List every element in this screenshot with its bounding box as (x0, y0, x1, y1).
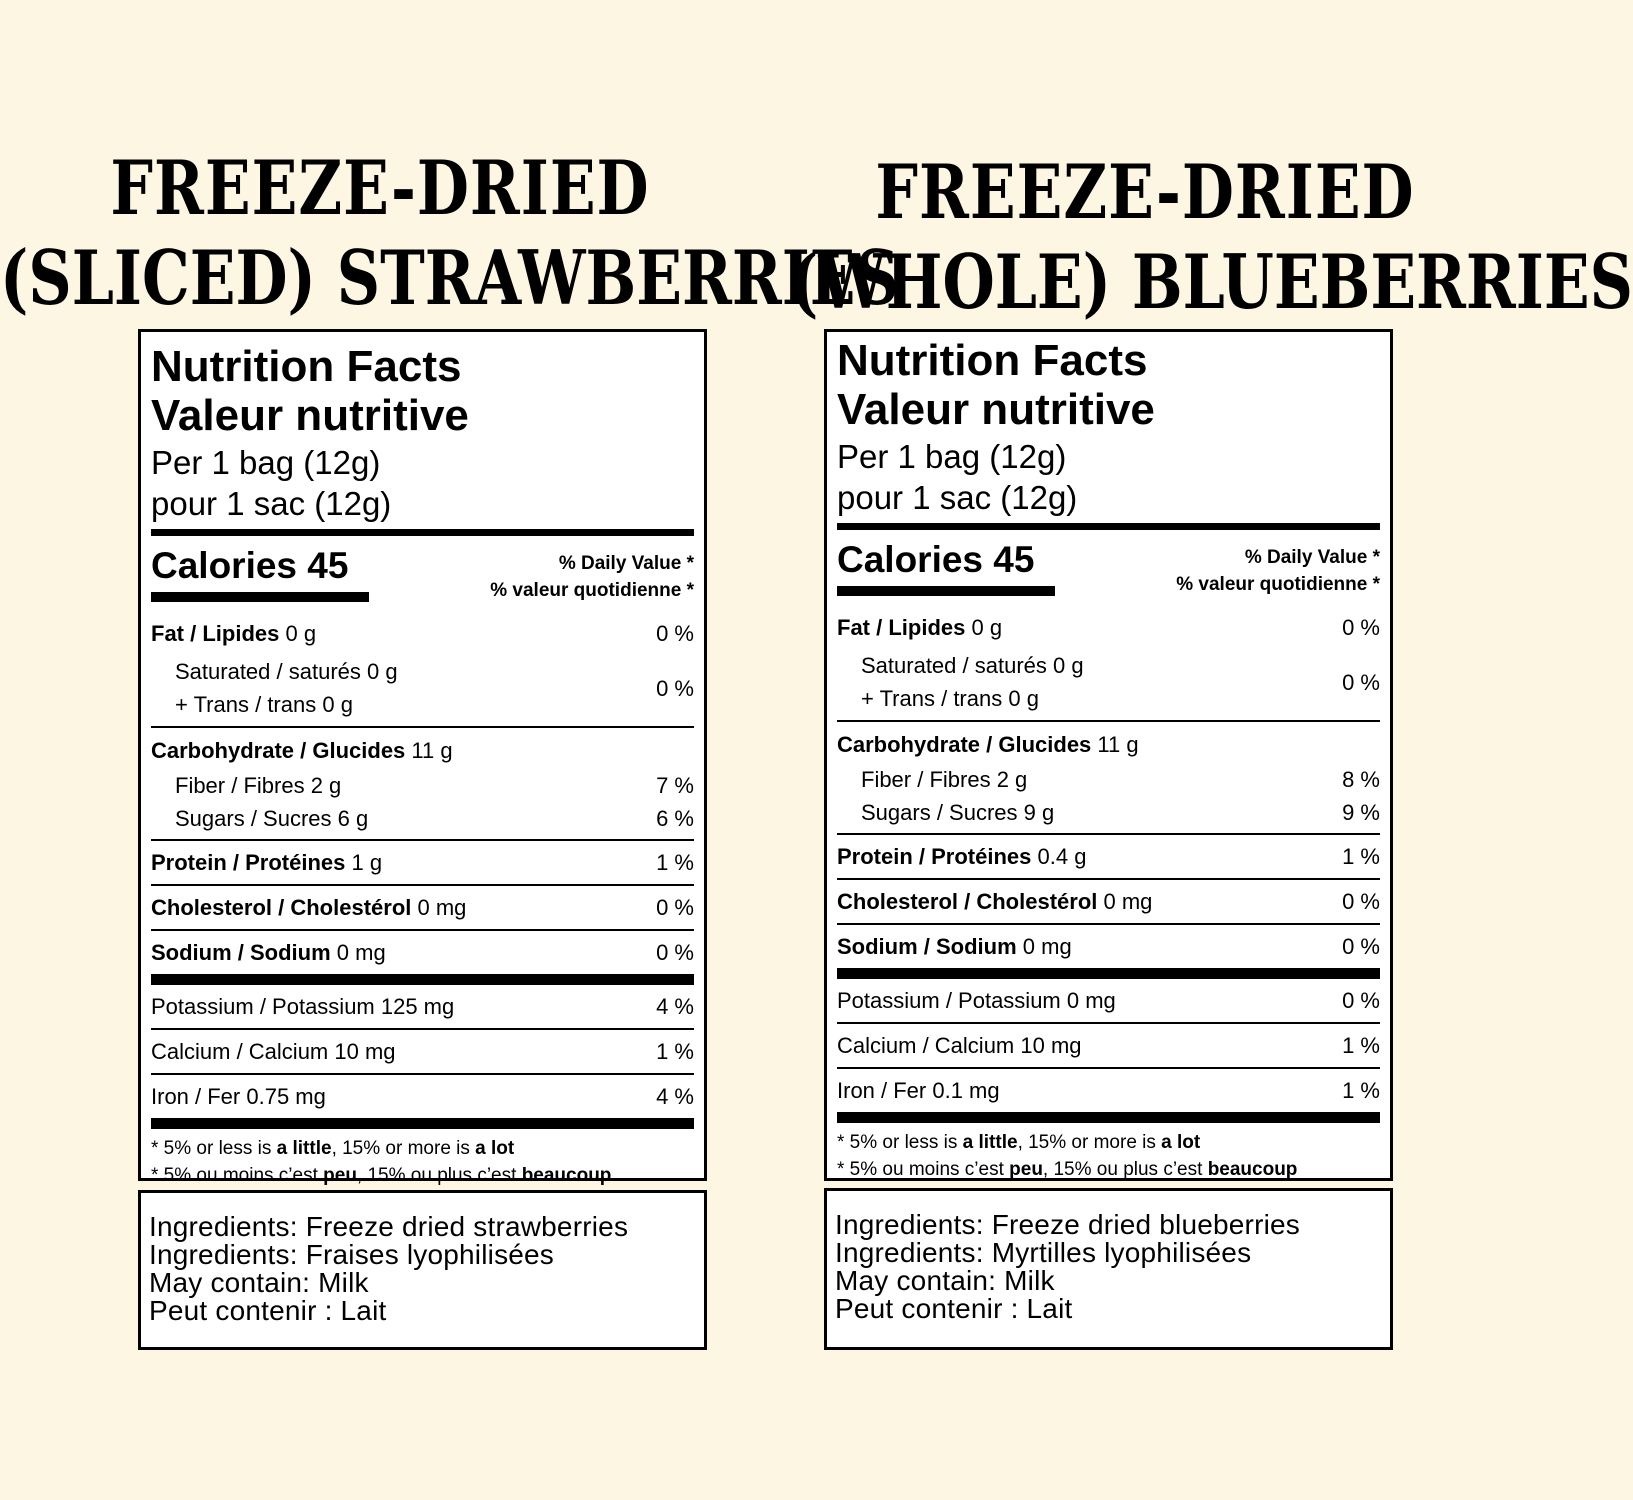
sodium-amount: 0 mg (1016, 934, 1072, 959)
iron-label: Iron / Fer 0.1 mg (837, 1078, 1000, 1103)
protein-row (151, 841, 694, 884)
sugars-label: Sugars / Sucres 9 g (861, 800, 1055, 825)
ingredients-panel (138, 1190, 707, 1350)
calcium-label: Calcium / Calcium 10 mg (151, 1039, 396, 1064)
divider (837, 523, 1380, 530)
iron-percent: 4 % (656, 1084, 694, 1109)
iron-row (151, 1075, 694, 1118)
calories-underline (151, 592, 369, 602)
footnote-text: * 5% ou moins c’est (151, 1165, 324, 1186)
saturated-label: Saturated / saturés 0 g (861, 653, 1084, 678)
cholesterol-row (151, 886, 694, 929)
carbohydrate-label: Carbohydrate / Glucides (837, 732, 1092, 757)
saturated-trans-percent: 0 % (1342, 670, 1380, 695)
footnote-bold: a little (962, 1132, 1018, 1153)
nutrition-facts-panel (824, 329, 1393, 1181)
calories-underline (837, 586, 1055, 596)
fat-label: Fat / Lipides (837, 615, 966, 640)
footnote-bold: a little (276, 1138, 332, 1159)
sugars-percent: 6 % (656, 806, 694, 831)
calories-label: Calories 45 (151, 545, 349, 586)
daily-value-header (1176, 544, 1380, 598)
fat-row (837, 606, 1380, 649)
carbohydrate-row (151, 728, 694, 767)
footnote-fr (837, 1156, 1380, 1183)
potassium-label: Potassium / Potassium 0 mg (837, 988, 1116, 1013)
footnote-text: * 5% or less is (837, 1132, 963, 1153)
protein-amount: 0.4 g (1031, 844, 1087, 869)
sodium-label: Sodium / Sodium (837, 934, 1017, 959)
title-line-2: (WHOLE) BLUEBERRIES (790, 239, 1633, 327)
sodium-label: Sodium / Sodium (151, 940, 331, 965)
may-contain-fr: Peut contenir : Lait (149, 1295, 387, 1326)
ingredients-fr: Ingredients: Myrtilles lyophilisées (835, 1237, 1252, 1268)
valeur-nutritive-heading: Valeur nutritive (837, 385, 1155, 434)
divider (837, 1112, 1380, 1123)
footnote-text: , 15% or more is (1017, 1132, 1162, 1153)
sodium-percent: 0 % (1342, 934, 1380, 959)
footnote-en (151, 1135, 694, 1162)
footnote-fr (151, 1162, 694, 1189)
ingredients-en: Ingredients: Freeze dried blueberries (835, 1209, 1300, 1240)
fat-amount: 0 g (279, 621, 317, 646)
fiber-row (837, 763, 1380, 796)
footnote (837, 1129, 1380, 1183)
trans-label: + Trans / trans 0 g (175, 692, 353, 717)
footnote-text: * 5% ou moins c’est (837, 1159, 1010, 1180)
daily-value-fr: % valeur quotidienne * (490, 580, 694, 601)
trans-label: + Trans / trans 0 g (861, 686, 1039, 711)
sodium-row (837, 925, 1380, 968)
product-title-strawberries (0, 144, 899, 324)
footnote-bold: peu (1009, 1159, 1043, 1180)
cholesterol-percent: 0 % (656, 895, 694, 920)
sugars-percent: 9 % (1342, 800, 1380, 825)
footnote-text: * 5% or less is (151, 1138, 277, 1159)
may-contain-en: May contain: Milk (835, 1265, 1055, 1296)
protein-amount: 1 g (345, 850, 383, 875)
daily-value-header (490, 550, 694, 604)
protein-row (837, 835, 1380, 878)
fat-percent: 0 % (656, 621, 694, 646)
serving-size-en: Per 1 bag (12g) (837, 438, 1067, 475)
footnote-bold: beaucoup (1207, 1159, 1298, 1180)
may-contain-en: May contain: Milk (149, 1267, 369, 1298)
cholesterol-amount: 0 mg (1097, 889, 1153, 914)
calcium-row (151, 1030, 694, 1073)
title-line-1: FREEZE-DRIED (110, 145, 650, 233)
divider (151, 529, 694, 536)
calcium-percent: 1 % (656, 1039, 694, 1064)
fat-amount: 0 g (965, 615, 1003, 640)
cholesterol-amount: 0 mg (411, 895, 467, 920)
calories-row (151, 536, 694, 608)
saturated-label: Saturated / saturés 0 g (175, 659, 398, 684)
footnote (151, 1135, 694, 1189)
iron-row (837, 1069, 1380, 1112)
sodium-row (151, 931, 694, 974)
sugars-row (837, 796, 1380, 833)
sugars-row (151, 802, 694, 839)
daily-value-fr: % valeur quotidienne * (1176, 574, 1380, 595)
saturated-trans-group (837, 649, 1380, 720)
protein-label: Protein / Protéines (837, 844, 1032, 869)
sodium-percent: 0 % (656, 940, 694, 965)
potassium-percent: 0 % (1342, 988, 1380, 1013)
divider (151, 1118, 694, 1129)
footnote-bold: a lot (1161, 1132, 1201, 1153)
iron-percent: 1 % (1342, 1078, 1380, 1103)
saturated-trans-group (151, 655, 694, 726)
cholesterol-percent: 0 % (1342, 889, 1380, 914)
potassium-percent: 4 % (656, 994, 694, 1019)
iron-label: Iron / Fer 0.75 mg (151, 1084, 326, 1109)
cholesterol-label: Cholesterol / Cholestérol (837, 889, 1098, 914)
ingredients-fr: Ingredients: Fraises lyophilisées (149, 1239, 555, 1270)
product-title-blueberries (790, 148, 1633, 328)
calories-row (837, 530, 1380, 602)
potassium-label: Potassium / Potassium 125 mg (151, 994, 455, 1019)
serving-size-fr: pour 1 sac (12g) (837, 479, 1078, 516)
footnote-text: , 15% ou plus c’est (1042, 1159, 1208, 1180)
sugars-label: Sugars / Sucres 6 g (175, 806, 369, 831)
fat-percent: 0 % (1342, 615, 1380, 640)
valeur-nutritive-heading: Valeur nutritive (151, 391, 469, 440)
may-contain-fr: Peut contenir : Lait (835, 1293, 1073, 1324)
daily-value-en: % Daily Value * (558, 553, 694, 574)
potassium-row (151, 985, 694, 1028)
fiber-label: Fiber / Fibres 2 g (175, 773, 342, 798)
protein-label: Protein / Protéines (151, 850, 346, 875)
fiber-percent: 8 % (1342, 767, 1380, 792)
potassium-row (837, 979, 1380, 1022)
carbohydrate-label: Carbohydrate / Glucides (151, 738, 406, 763)
footnote-en (837, 1129, 1380, 1156)
calcium-percent: 1 % (1342, 1033, 1380, 1058)
serving-size-en: Per 1 bag (12g) (151, 444, 381, 481)
cholesterol-row (837, 880, 1380, 923)
divider (151, 974, 694, 985)
sodium-amount: 0 mg (330, 940, 386, 965)
fat-row (151, 612, 694, 655)
title-line-2: (SLICED) STRAWBERRIES (0, 235, 899, 323)
fiber-row (151, 769, 694, 802)
fiber-label: Fiber / Fibres 2 g (861, 767, 1028, 792)
ingredients-en: Ingredients: Freeze dried strawberries (149, 1211, 629, 1242)
footnote-bold: beaucoup (521, 1165, 612, 1186)
calcium-label: Calcium / Calcium 10 mg (837, 1033, 1082, 1058)
divider (837, 968, 1380, 979)
footnote-bold: a lot (475, 1138, 515, 1159)
footnote-bold: peu (323, 1165, 357, 1186)
nutrition-facts-heading: Nutrition Facts (837, 336, 1148, 385)
nutrition-facts-heading: Nutrition Facts (151, 342, 462, 391)
fat-label: Fat / Lipides (151, 621, 280, 646)
fiber-percent: 7 % (656, 773, 694, 798)
calcium-row (837, 1024, 1380, 1067)
nutrition-facts-panel (138, 329, 707, 1186)
calories-label: Calories 45 (837, 539, 1035, 580)
cholesterol-label: Cholesterol / Cholestérol (151, 895, 412, 920)
serving-size-fr: pour 1 sac (12g) (151, 485, 392, 522)
carbohydrate-amount: 11 g (405, 738, 453, 763)
saturated-trans-percent: 0 % (656, 676, 694, 701)
footnote-text: , 15% or more is (331, 1138, 476, 1159)
title-line-1: FREEZE-DRIED (875, 149, 1415, 237)
protein-percent: 1 % (1342, 844, 1380, 869)
ingredients-panel (824, 1188, 1393, 1350)
daily-value-en: % Daily Value * (1244, 547, 1380, 568)
carbohydrate-amount: 11 g (1091, 732, 1139, 757)
footnote-text: , 15% ou plus c’est (356, 1165, 522, 1186)
carbohydrate-row (837, 722, 1380, 761)
protein-percent: 1 % (656, 850, 694, 875)
